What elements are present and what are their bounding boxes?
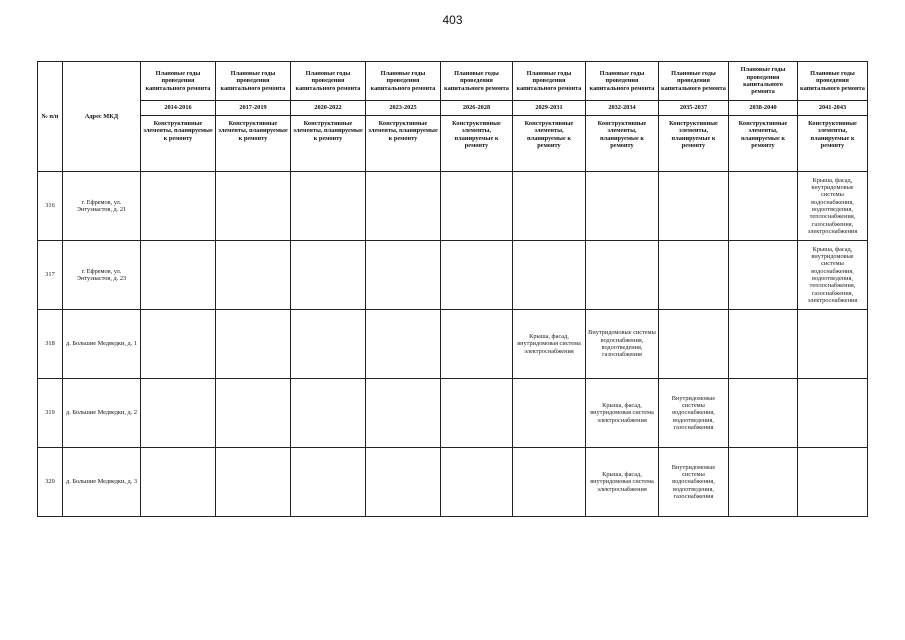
row-number: 318 [38, 310, 63, 379]
header-period: 2017-2019 [216, 101, 291, 116]
row-elements-cell [291, 448, 366, 517]
header-period: 2038-2040 [729, 101, 798, 116]
header-elements: Конструктивные элементы, планируемые к ремонту [441, 116, 513, 172]
row-elements-cell: Внутридомовые системы водоснабжения, водоотведения, газоснабжения [586, 310, 659, 379]
row-number: 319 [38, 379, 63, 448]
table-row [38, 241, 868, 310]
row-elements-cell [141, 310, 216, 379]
row-address: д. Большие Медведки, д. 1 [63, 310, 141, 379]
row-elements-cell [729, 448, 798, 517]
row-elements-cell [216, 172, 291, 241]
row-elements-cell [798, 448, 868, 517]
row-elements-cell: Внутридомовые системы водоснабжения, водоотведения, газоснабжения [659, 379, 729, 448]
table-row [38, 172, 868, 241]
row-address: г. Ефремов, ул. Энтузиастов, д. 21 [63, 172, 141, 241]
row-elements-cell [441, 379, 513, 448]
row-elements-cell [729, 310, 798, 379]
header-plan-title: Плановые годы проведения капитального ремонта [729, 62, 798, 101]
header-elements: Конструктивные элементы, планируемые к ремонту [659, 116, 729, 172]
header-elements: Конструктивные элементы, планируемые к ремонту [798, 116, 868, 172]
row-elements-cell [441, 310, 513, 379]
row-elements-cell [729, 172, 798, 241]
header-plan-title: Плановые годы проведения капитального ремонта [216, 62, 291, 101]
header-elements: Конструктивные элементы, планируемые к ремонту [291, 116, 366, 172]
header-plan-title: Плановые годы проведения капитального ремонта [798, 62, 868, 101]
row-elements-cell: Внутридомовые системы водоснабжения, водоотведения, газоснабжения [659, 448, 729, 517]
row-elements-cell [366, 310, 441, 379]
header-period: 2014-2016 [141, 101, 216, 116]
header-elements: Конструктивные элементы, планируемые к ремонту [366, 116, 441, 172]
row-elements-cell [798, 310, 868, 379]
header-plan-title: Плановые годы проведения капитального ремонта [513, 62, 586, 101]
header-elements: Конструктивные элементы, планируемые к ремонту [586, 116, 659, 172]
row-elements-cell [441, 448, 513, 517]
header-period: 2035-2037 [659, 101, 729, 116]
row-elements-cell [659, 241, 729, 310]
row-elements-cell: Крыша, фасад, внутридомовые системы водоснабжения, водоотведения, теплоснабжения, газоснабжения, электроснабжения [798, 241, 868, 310]
row-elements-cell [291, 172, 366, 241]
row-elements-cell [513, 448, 586, 517]
row-elements-cell [659, 310, 729, 379]
row-elements-cell [586, 172, 659, 241]
row-number: 317 [38, 241, 63, 310]
row-elements-cell [141, 172, 216, 241]
row-elements-cell [291, 310, 366, 379]
row-elements-cell: Крыша, фасад, внутридомовая система электроснабжения [513, 310, 586, 379]
header-plan-title: Плановые годы проведения капитального ремонта [659, 62, 729, 101]
header-period: 2023-2025 [366, 101, 441, 116]
row-elements-cell [216, 310, 291, 379]
row-elements-cell [729, 241, 798, 310]
row-elements-cell [366, 379, 441, 448]
row-elements-cell: Крыша, фасад, внутридомовая система электроснабжения [586, 448, 659, 517]
capital-repair-plan-table [37, 61, 868, 517]
row-elements-cell [659, 172, 729, 241]
row-elements-cell [366, 241, 441, 310]
row-elements-cell [291, 379, 366, 448]
row-address: г. Ефремов, ул. Энтузиастов, д. 23 [63, 241, 141, 310]
row-elements-cell [141, 241, 216, 310]
row-number: 316 [38, 172, 63, 241]
row-address: д. Большие Медведки, д. 3 [63, 448, 141, 517]
row-elements-cell [441, 241, 513, 310]
header-period: 2020-2022 [291, 101, 366, 116]
row-elements-cell [513, 172, 586, 241]
header-elements: Конструктивные элементы, планируемые к ремонту [216, 116, 291, 172]
header-elements: Конструктивные элементы, планируемые к ремонту [729, 116, 798, 172]
row-address: д. Большие Медведки, д. 2 [63, 379, 141, 448]
row-elements-cell [216, 379, 291, 448]
row-elements-cell [366, 172, 441, 241]
header-period: 2041-2043 [798, 101, 868, 116]
row-elements-cell [141, 379, 216, 448]
header-plan-title: Плановые годы проведения капитального ремонта [291, 62, 366, 101]
row-number: 320 [38, 448, 63, 517]
row-elements-cell: Крыша, фасад, внутридомовые системы водоснабжения, водоотведения, теплоснабжения, газоснабжения, электроснабжения [798, 172, 868, 241]
row-elements-cell [513, 379, 586, 448]
row-elements-cell [366, 448, 441, 517]
table-row [38, 379, 868, 448]
header-plan-title: Плановые годы проведения капитального ремонта [586, 62, 659, 101]
row-elements-cell [513, 241, 586, 310]
header-plan-title: Плановые годы проведения капитального ремонта [441, 62, 513, 101]
page-number: 403 [442, 13, 463, 27]
row-elements-cell [291, 241, 366, 310]
table-row [38, 310, 868, 379]
header-period: 2026-2028 [441, 101, 513, 116]
header-elements: Конструктивные элементы, планируемые к ремонту [141, 116, 216, 172]
row-elements-cell [216, 448, 291, 517]
row-elements-cell [798, 379, 868, 448]
row-elements-cell: Крыша, фасад, внутридомовая система электроснабжения [586, 379, 659, 448]
row-elements-cell [729, 379, 798, 448]
header-plan-title: Плановые годы проведения капитального ремонта [141, 62, 216, 101]
row-elements-cell [216, 241, 291, 310]
header-num: № п/п [38, 62, 63, 172]
header-period: 2029-2031 [513, 101, 586, 116]
header-address: Адрес МКД [63, 62, 141, 172]
table-row [38, 448, 868, 517]
header-plan-title: Плановые годы проведения капитального ремонта [366, 62, 441, 101]
row-elements-cell [586, 241, 659, 310]
header-elements: Конструктивные элементы, планируемые к ремонту [513, 116, 586, 172]
row-elements-cell [141, 448, 216, 517]
header-period: 2032-2034 [586, 101, 659, 116]
row-elements-cell [441, 172, 513, 241]
